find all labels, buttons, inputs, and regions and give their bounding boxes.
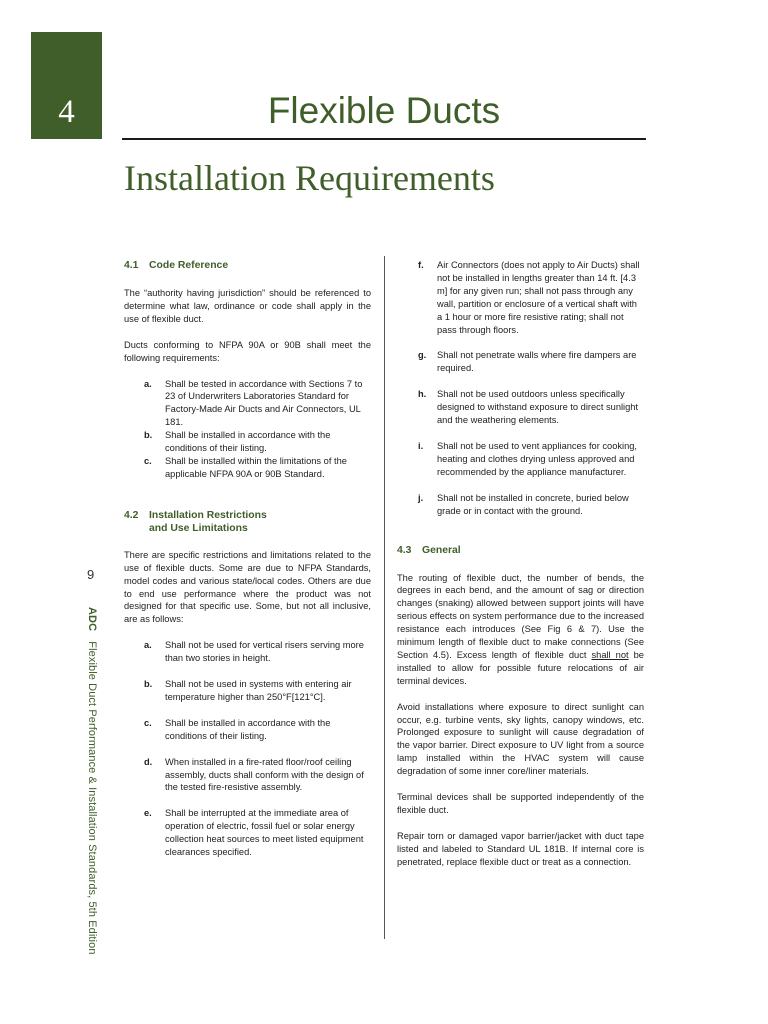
list-text: Shall not be used for vertical risers serving more than two stories in height. bbox=[165, 640, 364, 664]
heading-4-2 bbox=[124, 509, 371, 535]
list-item bbox=[397, 388, 644, 427]
page-number: 9 bbox=[87, 567, 95, 582]
paragraph-text: be installed to allow for possible future relocations of air terminal devices. bbox=[397, 649, 644, 686]
list-item bbox=[124, 455, 371, 481]
list-item bbox=[124, 639, 371, 665]
list-text: Shall not be installed in concrete, buried below grade or in contact with the ground. bbox=[437, 492, 629, 516]
title-divider bbox=[122, 138, 646, 140]
heading-number: 4.1 bbox=[124, 260, 139, 271]
list-item bbox=[397, 259, 644, 336]
publication-sidebar bbox=[86, 607, 98, 955]
heading-4-3 bbox=[397, 544, 644, 557]
chapter-number-box bbox=[31, 32, 102, 139]
general-paragraph-2: Avoid installations where exposure to direct sunlight can occur, e.g. turbine vents, sky lights, canopy windows, etc. Prolonged exposure to sunlight will cause degradation of the vapor barrier. Direct exposure to UV light from a source lamp installed within the HVAC system will cause degradation of some inner core/liner materials. bbox=[397, 701, 644, 777]
restrictions-intro: There are specific restrictions and limitations related to the use of flexible ducts. Some are due to NFPA Standards, model codes and various state/local codes. Others are due to end use performance where the product was not designed for that specific use. Some, but not all inclusive, are as follows: bbox=[124, 549, 371, 625]
list-label: d. bbox=[144, 756, 153, 767]
heading-text: Code Reference bbox=[149, 260, 229, 271]
general-paragraph-4: Repair torn or damaged vapor barrier/jacket with duct tape listed and labeled to Standard UL 181B. If internal core is penetrated, replace flexible duct or treat as a connection. bbox=[397, 830, 644, 867]
list-text: Shall not be used to vent appliances for cooking, heating and clothes drying unless approved and recommended by the appliance manufacturer. bbox=[437, 440, 638, 477]
paragraph-text: The routing of flexible duct, the number of bends, the degrees in each bend, and the amount of sag or direction changes (snaking) allowed between support joints will have serious effects on system performance due to the increased resistance each introduces (See Fig 6 & 7). Use the minimum length of flexible duct to make connections (See Section 4.5). Excess length of flexible duct bbox=[397, 572, 644, 660]
list-text: Air Connectors (does not apply to Air Ducts) shall not be installed in lengths greater than 14 ft. [4.3 m] for any given run; shall not pass through any wall, partition or enclosure of a vertical shaft with a 1 hour or more fire resistive rating; shall not pass through floors. bbox=[437, 260, 640, 335]
list-label: j. bbox=[418, 492, 424, 503]
chapter-title: Flexible Ducts bbox=[267, 90, 501, 131]
list-item bbox=[397, 492, 644, 518]
list-text: Shall be installed within the limitations of the applicable NFPA 90A or 90B Standard. bbox=[165, 455, 347, 479]
list-label: g. bbox=[418, 350, 427, 361]
list-text: Shall be interrupted at the immediate area of operation of electric, fossil fuel or solar energy collection heat sources to meet listed equipment clearances specified. bbox=[165, 808, 364, 858]
left-column bbox=[124, 259, 371, 859]
list-text: Shall not penetrate walls where fire dampers are required. bbox=[437, 350, 637, 374]
heading-4-1 bbox=[124, 259, 371, 272]
list-text: Shall be installed in accordance with the conditions of their listing. bbox=[165, 430, 331, 454]
list-item bbox=[124, 429, 371, 455]
list-item bbox=[397, 440, 644, 479]
list-label: c. bbox=[144, 717, 152, 728]
list-item bbox=[124, 378, 371, 430]
list-text: Shall not be used outdoors unless specifically designed to withstand exposure to direct sunlight and the weathering elements. bbox=[437, 389, 639, 426]
organization-name: ADC bbox=[86, 607, 98, 632]
list-item bbox=[397, 349, 644, 375]
list-label: a. bbox=[144, 378, 152, 389]
list-label: c. bbox=[144, 455, 152, 466]
list-item bbox=[124, 678, 371, 704]
heading-text-line1: Installation Restrictions bbox=[149, 509, 267, 521]
column-divider bbox=[384, 256, 385, 939]
list-label: b. bbox=[144, 679, 153, 690]
nfpa-paragraph: Ducts conforming to NFPA 90A or 90B shall meet the following requirements: bbox=[124, 339, 371, 363]
section-title: Installation Requirements bbox=[124, 158, 495, 198]
chapter-number: 4 bbox=[58, 94, 75, 130]
list-text: Shall not be used in systems with entering air temperature higher than 250°F[121°C]. bbox=[165, 679, 352, 702]
list-text: Shall be tested in accordance with Sections 7 to 23 of Underwriters Laboratories Standard for Factory-Made Air Ducts and Air Connectors, UL 181. bbox=[165, 378, 363, 428]
list-label: b. bbox=[144, 430, 153, 441]
list-label: a. bbox=[144, 640, 152, 651]
underlined-emphasis: shall not bbox=[591, 649, 629, 660]
code-reference-paragraph: The “authority having jurisdiction” should be referenced to determine what law, ordinance or code shall apply in the use of flexible duct. bbox=[124, 288, 371, 324]
list-label: e. bbox=[144, 808, 152, 819]
list-item bbox=[124, 717, 371, 743]
heading-number: 4.3 bbox=[397, 544, 412, 556]
heading-text: General bbox=[422, 544, 461, 556]
list-text: When installed in a fire-rated floor/roof ceiling assembly, ducts shall conform with the design of the tested fire-resistive assembly. bbox=[165, 756, 364, 793]
heading-number: 4.2 bbox=[124, 509, 139, 521]
list-item bbox=[124, 756, 371, 795]
right-column bbox=[397, 259, 644, 869]
list-text: Shall be installed in accordance with the conditions of their listing. bbox=[165, 717, 331, 741]
list-label: f. bbox=[418, 260, 424, 270]
list-label: i. bbox=[418, 440, 424, 451]
general-paragraph-3: Terminal devices shall be supported independently of the flexible duct. bbox=[397, 792, 644, 815]
general-paragraph-1 bbox=[397, 572, 644, 688]
list-label: h. bbox=[418, 389, 427, 400]
publication-title: Flexible Duct Performance & Installation Standards, 5th Edition bbox=[86, 641, 98, 955]
heading-text-line2: and Use Limitations bbox=[149, 522, 248, 534]
list-item bbox=[124, 807, 371, 859]
